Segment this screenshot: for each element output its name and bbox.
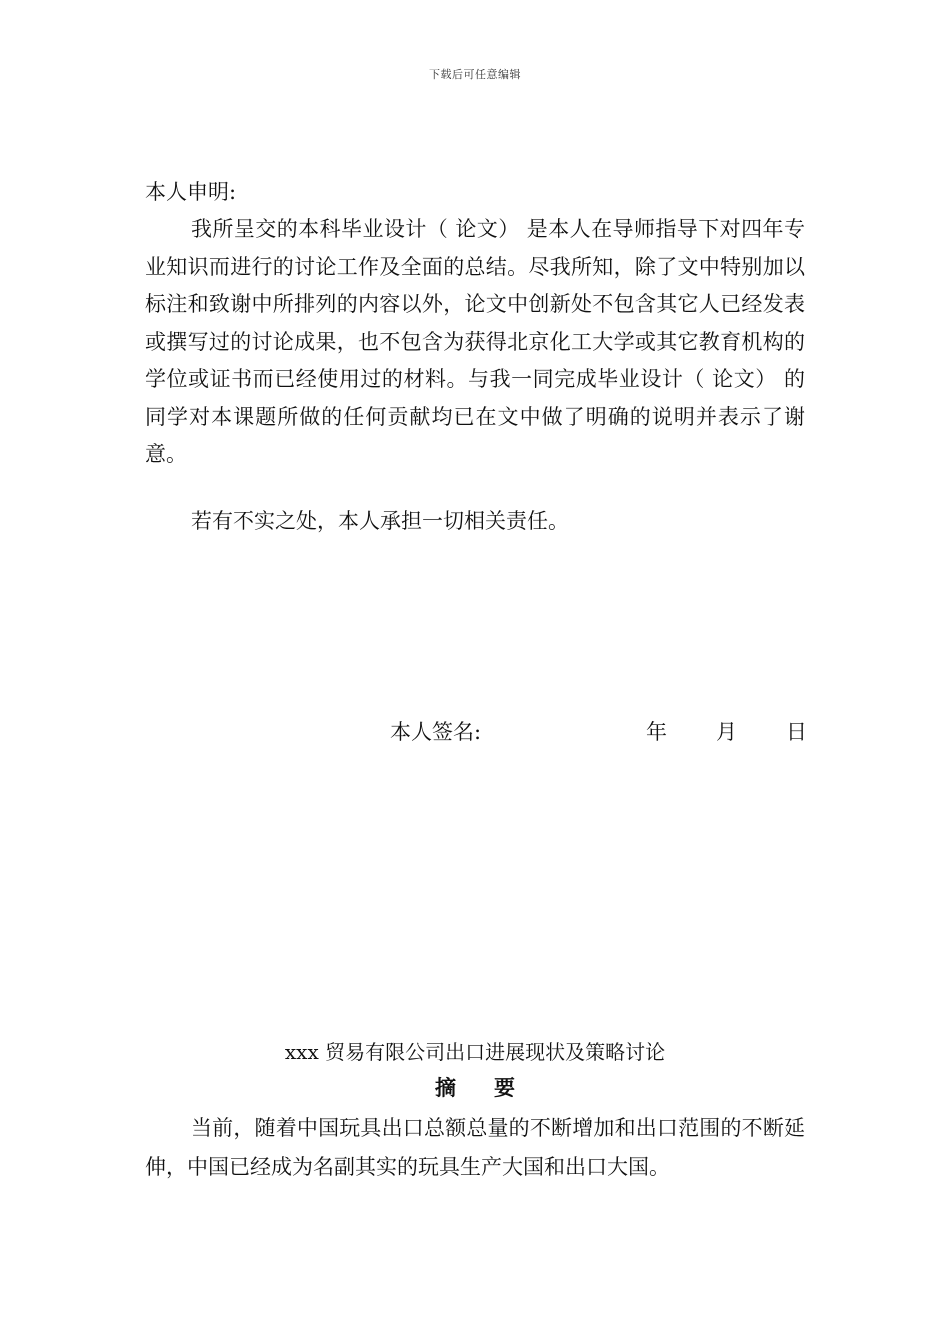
declaration-heading: 本人申明: [145, 180, 237, 204]
page-header-note: 下载后可任意编辑 [429, 68, 521, 81]
date-month-label: 月 [716, 720, 737, 744]
declaration-paragraph: 我所呈交的本科毕业设计（ 论文） 是本人在导师指导下对四年专业知识而进行的讨论工作及全面的总结。尽我所知，除了文中特别加以标注和致谢中所排列的内容以外，论文中创新处不包含其它人已经发表或撰写过的讨论成果，也不包含为获得北京化工大学或其它教育机构的学位或证书而已经使用过的材料。与我一同完成毕业设计（ 论文） 的同学对本课题所做的任何贡献均已在文中做了明确的说明并表示了谢意。 [145, 217, 805, 466]
date-year-label: 年 [646, 720, 667, 744]
abstract-paragraph: 当前，随着中国玩具出口总额总量的不断增加和出口范围的不断延伸，中国已经成为名副其实的玩具生产大国和出口大国。 [145, 1116, 805, 1179]
signature-label: 本人签名: [390, 720, 482, 744]
signature-row [390, 716, 806, 752]
thesis-title: xxx 贸易有限公司出口进展现状及策略讨论 [284, 1040, 666, 1064]
date-day-label: 日 [786, 720, 807, 744]
responsibility-paragraph: 若有不实之处，本人承担一切相关责任。 [191, 509, 569, 533]
abstract-heading: 摘要 [435, 1075, 553, 1100]
